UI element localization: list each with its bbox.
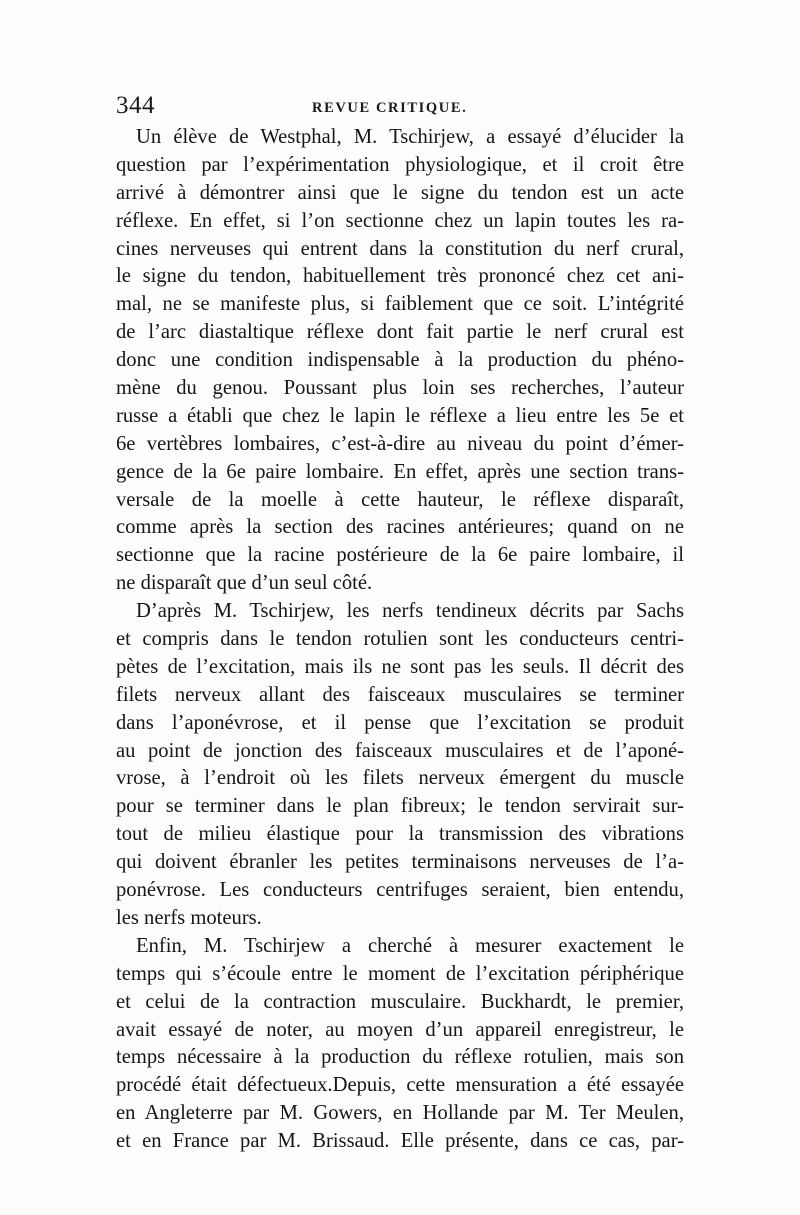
text-line: ponévrose. Les conducteurs centrifuges seraient, bien entendu, <box>116 879 684 902</box>
text-line: dans l’aponévrose, et il pense que l’excitation se produit <box>116 711 684 734</box>
text-line: de l’arc diastaltique réflexe dont fait partie le nerf crural est <box>116 321 684 344</box>
text-line: ne disparaît que d’un seul côté. <box>116 572 373 595</box>
text-line: en Angleterre par M. Gowers, en Hollande par M. Ter Meulen, <box>116 1102 684 1125</box>
text-line: pètes de l’excitation, mais ils ne sont pas les seuls. Il décrit des <box>116 655 684 678</box>
text-line: au point de jonction des faisceaux musculaires et de l’aponé- <box>116 739 684 762</box>
text-line: Enfin, M. Tschirjew a cherché à mesurer exactement le <box>136 934 684 957</box>
text-line: le signe du tendon, habituellement très prononcé chez cet ani- <box>116 265 684 288</box>
text-line: gence de la 6e paire lombaire. En effet, après une section trans- <box>116 460 684 483</box>
text-line: et celui de la contraction musculaire. Buckhardt, le premier, <box>116 990 684 1013</box>
page-number: 344 <box>116 92 155 119</box>
text-line: comme après la section des racines antérieures; quand on ne <box>116 516 684 539</box>
running-title: REVUE CRITIQUE. <box>312 100 468 116</box>
text-line: tout de milieu élastique pour la transmission des vibrations <box>116 823 684 846</box>
text-line: versale de la moelle à cette hauteur, le réflexe disparaît, <box>116 488 684 511</box>
text-line: pour se terminer dans le plan fibreux; le tendon servirait sur- <box>116 795 684 818</box>
text-line: avait essayé de noter, au moyen d’un appareil enregistreur, le <box>116 1018 684 1041</box>
text-line: et compris dans le tendon rotulien sont les conducteurs centri- <box>116 628 684 651</box>
text-line: réflexe. En effet, si l’on sectionne chez un lapin toutes les ra- <box>116 209 684 232</box>
text-line: temps qui s’écoule entre le moment de l’excitation périphérique <box>116 962 684 985</box>
text-line: mène du genou. Poussant plus loin ses recherches, l’auteur <box>116 377 684 400</box>
text-line: 6e vertèbres lombaires, c’est-à-dire au niveau du point d’émer- <box>116 432 684 455</box>
text-line: Un élève de Westphal, M. Tschirjew, a essayé d’élucider la <box>136 126 684 148</box>
body-text <box>116 124 684 1156</box>
text-line: temps nécessaire à la production du réflexe rotulien, mais son <box>116 1046 684 1069</box>
text-line: question par l’expérimentation physiologique, et il croit être <box>116 153 684 176</box>
text-line: les nerfs moteurs. <box>116 906 262 929</box>
text-line: arrivé à démontrer ainsi que le signe du tendon est un acte <box>116 181 684 204</box>
text-line: vrose, à l’endroit où les filets nerveux émergent du muscle <box>116 767 684 790</box>
text-line: donc une condition indispensable à la production du phéno- <box>116 349 684 372</box>
text-line: procédé était défectueux.Depuis, cette mensuration a été essayée <box>116 1074 684 1097</box>
text-line: qui doivent ébranler les petites terminaisons nerveuses de l’a- <box>116 851 684 874</box>
text-line: sectionne que la racine postérieure de la 6e paire lombaire, il <box>116 544 684 567</box>
text-line: D’après M. Tschirjew, les nerfs tendineux décrits par Sachs <box>136 600 684 623</box>
text-line: et en France par M. Brissaud. Elle présente, dans ce cas, par- <box>116 1130 684 1153</box>
text-line: cines nerveuses qui entrent dans la constitution du nerf crural, <box>116 237 684 260</box>
page-header <box>116 92 682 124</box>
text-line: mal, ne se manifeste plus, si faiblement que ce soit. L’intégrité <box>116 293 684 316</box>
text-line: filets nerveux allant des faisceaux musculaires se terminer <box>116 683 684 706</box>
text-line: russe a établi que chez le lapin le réflexe a lieu entre les 5e et <box>116 404 684 427</box>
